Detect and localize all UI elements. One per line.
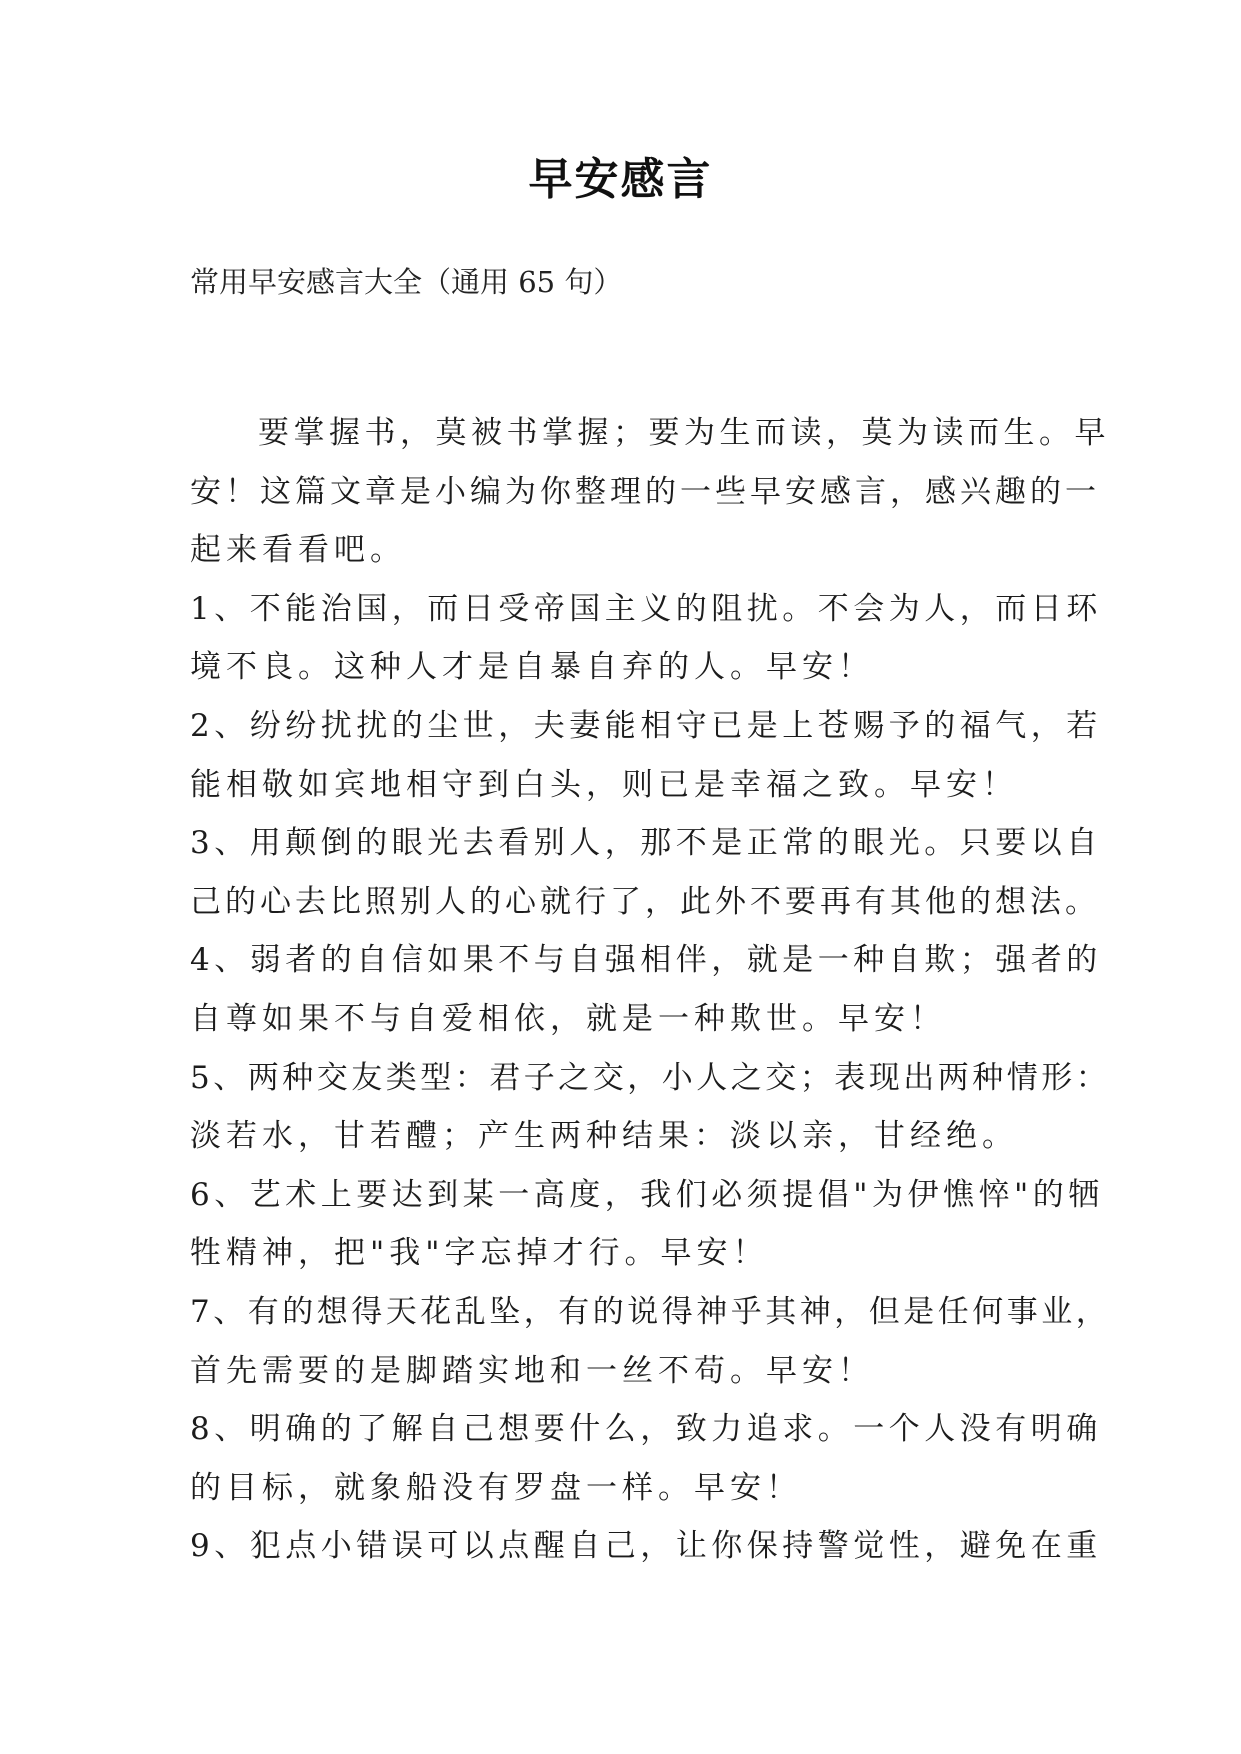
quote-line: 首先需要的是脚踏实地和一丝不苟。早安！ (190, 1352, 874, 1389)
quote-line: 能相敬如宾地相守到白头，则已是幸福之致。早安！ (190, 766, 1018, 803)
quote-line: 的目标，就象船没有罗盘一样。早安！ (190, 1469, 802, 1506)
quote-line: 2、纷纷扰扰的尘世，夫妻能相守已是上苍赐予的福气，若 (190, 707, 1102, 744)
quote-line: 7、有的想得天花乱坠，有的说得神乎其神，但是任何事业， (190, 1293, 1111, 1330)
document-subtitle: 常用早安感言大全（通用 65 句） (190, 265, 623, 299)
quote-line: 己的心去比照别人的心就行了，此外不要再有其他的想法。 (190, 883, 1100, 920)
quote-line: 8、明确的了解自己想要什么，致力追求。一个人没有明确 (190, 1411, 1102, 1448)
quote-line: 牲精神，把"我"字忘掉才行。早安！ (190, 1235, 769, 1272)
intro-line: 起来看看吧。 (190, 532, 406, 569)
quote-line: 5、两种交友类型：君子之交，小人之交；表现出两种情形： (190, 1059, 1111, 1096)
quote-line: 境不良。这种人才是自暴自弃的人。早安！ (190, 649, 874, 686)
document-title: 早安感言 (528, 154, 713, 205)
quote-line: 1、不能治国，而日受帝国主义的阻扰。不会为人，而日环 (190, 590, 1102, 627)
quote-line: 6、艺术上要达到某一高度，我们必须提倡"为伊憔悴"的牺 (190, 1176, 1104, 1213)
quote-line: 9、犯点小错误可以点醒自己，让你保持警觉性，避免在重 (190, 1528, 1102, 1565)
intro-line: 安！这篇文章是小编为你整理的一些早安感言，感兴趣的一 (190, 473, 1100, 510)
quote-line: 淡若水，甘若醴；产生两种结果：淡以亲，甘经绝。 (190, 1118, 1018, 1155)
intro-line: 要掌握书，莫被书掌握；要为生而读，莫为读而生。早 (258, 415, 1110, 451)
document-body (190, 404, 1111, 1576)
quote-line: 3、用颠倒的眼光去看别人，那不是正常的眼光。只要以自 (190, 825, 1102, 862)
quote-line: 自尊如果不与自爱相依，就是一种欺世。早安！ (190, 1000, 946, 1037)
quote-line: 4、弱者的自信如果不与自强相伴，就是一种自欺；强者的 (190, 942, 1102, 979)
